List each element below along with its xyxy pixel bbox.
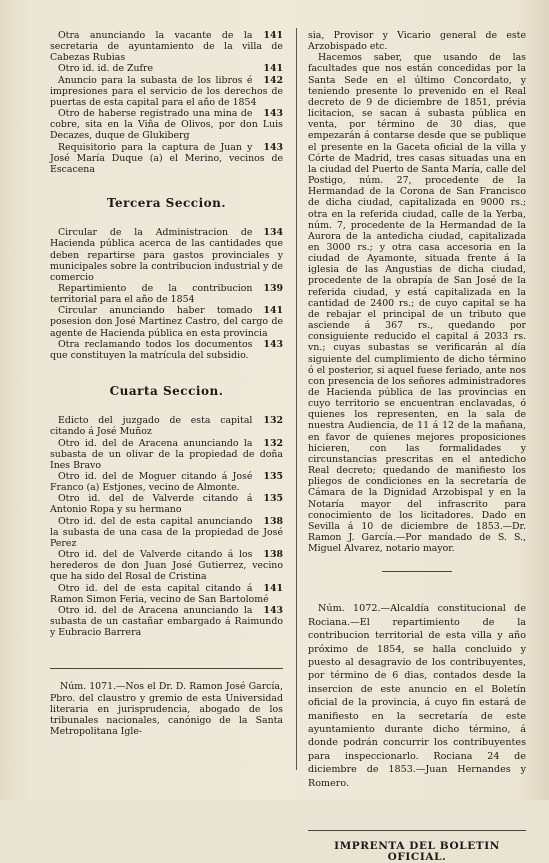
index-entry [50,339,283,361]
index-entry [50,605,283,638]
entry-text: Edicto del juzgado de esta capital citando á José Muñoz [50,415,253,438]
index-entry [50,63,283,74]
section-heading-cuarta: Cuarta Seccion. [109,384,224,399]
notice-1072: Núm. 1072.—Alcaldía constitucional de Rociana.—El repartimiento de la contribucion territorial de esta villa y año próximo de 1854, se halla concluido y puesto al desagravio de los contribuyentes, por término de 6 dias, contados desde la insercion de este anuncio en el Boletín oficial de la provincia, á cuyo fin estará de manifiesto en la secretaría de este ayuntamiento durante dicho término, á donde podrán concurrir los contribuyentes para inspeccionarlo. Rociana 24 de diciembre de 1853.—Juan Hernandes y Romero. [308,603,526,789]
index-entry [50,516,283,549]
entry-text: Otro id. del de Valverde citando á los herederos de don Juan José Gutierrez, vecino que ha sido del Rosal de Cristina [50,549,283,583]
entry-text: Otro de haberse registrado una mina de cobre, sita en la Viña de Olivos, por don Luis Decazes, duque de Glukiberg [50,108,283,142]
printer-imprint: IMPRENTA DEL BOLETIN OFICIAL. [334,840,500,863]
entry-text: Otro id. del de Valverde citando á Antonio Ropa y su hermano [50,493,253,516]
index-entry [50,75,283,108]
page-number: 135 [263,471,283,482]
index-entry [50,415,283,437]
entry-text: Requisitorio para la captura de Juan y José María Duque (a) el Merino, vecinos de Escacena [50,141,283,175]
entry-text: Otro id. del de Moguer citando á José Franco (a) Estjones, vecino de Almonte. [50,471,253,494]
right-column [308,30,526,863]
index-entry [50,471,283,493]
index-entry [50,305,283,338]
entry-text: Otra anunciando la vacante de la secretaria de ayuntamiento de la villa de Cabezas Rubias [50,30,283,64]
index-entry [50,142,283,175]
index-entry [50,583,283,605]
page-number: 141 [263,582,283,594]
page-number: 141 [263,30,283,41]
column-divider [296,28,297,770]
index-entry [50,438,283,471]
page-number: 132 [263,437,283,449]
notice-1071-body: Hacemos saber, que usando de las facultades que nos están concedidas por la Santa Sede en el último Concordato, y teniendo presente lo prevenido en el Real decreto de 9 de diciembre de 1851, prévia licitacion, se sacan á subasta pública en venta, por término de 30 dias, que empezarán á contarse desde que se publique el presente en la Gaceta oficial de la villa y Córte de Madrid, tres casas situadas una en la ciudad del Puerto de Santa María, calle del Postigo, núm. 27, procedente de la Hermandad de la Corona de San Francisco de dicha ciudad, capitalizada en 9000 rs.; otra en la referida ciudad, calle de la Yerba, núm. 7, procedente de la Hermandad de la Aurora de la antedicha ciudad, capitalizada en 3000 rs.; y otra casa accesoria en la ciudad de Ayamonte, situada frente á la iglesia de las Angustias de dicha ciudad, procedente de la obrapía de San José de la referida ciudad, y está capitalizada en la cantidad de 2400 rs.; de cuyo capital se ha de rebajar el principal de un tributo que asciende á 367 rs., quedando por consiguiente reducido el capital á 2033 rs. vn.; cuyas subastas se verificarán al día siguiente del cumplimiento de dicho término ó el posterior, si aquel fuese feriado, ante nos con presencia de los señores administradores de Hacienda pública de las provincias en cuyo territorio se encuentran enclavadas, ó quienes los representen, en la sala de nuestra Audiencia, de 11 á 12 de la mañana, en favor de quienes mejores proposiciones hicieren, con las formalidades y circunstancias prescritas en el antedicho Real decreto; quedando de manifiesto los pliegos de condiciones en la secretaría de Cámara de la Dignidad Arzobispal y en la Notaría mayor del infrascrito para conocimiento de los licitadores. Dado en Sevilla á 10 de diciembre de 1853.—Dr. Ramon J. García.—Por mandado de S. S., Miguel Alvarez, notario mayor. [308,52,526,555]
left-column [50,30,283,737]
index-entry [50,283,283,305]
page-number: 143 [263,604,283,616]
entry-text: Otro id. del de Aracena anunciando la subasta de un olivar de la propiedad de doña Ines Bravo [50,437,283,471]
page-number: 141 [263,305,283,317]
entry-text: Otro id. del de Aracena anunciando la subasta de un castañar embargado á Raimundo y Eubracio Barrera [50,604,283,639]
page-number: 135 [263,493,283,505]
notice-1071-start: Núm. 1071.—Nos el Dr. D. Ramon José García, Pbro. del claustro y gremio de esta Universidad literaria en jurisprudencia, abogado de los tribunales nacionales, canónigo de la Santa Metropolitana Igle- [50,681,283,737]
page-number: 143 [263,141,283,153]
entry-text: Otro id. del de esta capital anunciando la subasta de una casa de la propiedad de José Perez [50,515,283,549]
entry-text: Otra reclamando todos los documentos que constituyen la matrícula del subsidio. [50,338,253,361]
notice-1071-continuation: sia, Provisor y Vicario general de este Arzobispado etc. [308,30,526,53]
page-number: 142 [263,74,283,86]
index-list-section4 [50,415,283,638]
index-list-top [50,30,283,175]
index-entry [50,108,283,141]
entry-text: Otro id. del de esta capital citando á Ramon Simon Feria, vecino de San Bartolomé [50,582,269,605]
index-entry [50,549,283,582]
entry-text: Otro id. id. de Zufre [58,63,154,75]
index-entry [50,30,283,63]
entry-text: Repartimiento de la contribucion territorial para el año de 1854 [50,282,253,306]
page-number: 138 [263,515,283,527]
index-entry [50,227,283,283]
index-list-section3 [50,227,283,361]
page-number: 139 [263,282,283,294]
page-number: 134 [263,227,283,239]
entry-text: Anuncio para la subasta de los libros é impresiones para el servicio de los derechos de puertas de esta capital para el año de 1854 [50,74,283,108]
index-entry [50,493,283,515]
entry-text: Circular anunciando haber tomado posesion don José Martinez Castro, del cargo de agente de Hacienda pública en esta provincia [50,305,283,339]
page-number: 132 [263,415,283,427]
page-number: 143 [263,108,283,120]
page-number: 138 [263,549,283,561]
page-number: 143 [263,338,283,350]
section-heading-tercera: Tercera Seccion. [106,196,227,211]
entry-text: Circular de la Administracion de Hacienda pública acerca de las cantidades que deben repartirse para gastos provinciales y municipales sobre la contribucion industrial y de comercio [50,227,283,283]
page-number: 141 [263,63,283,75]
